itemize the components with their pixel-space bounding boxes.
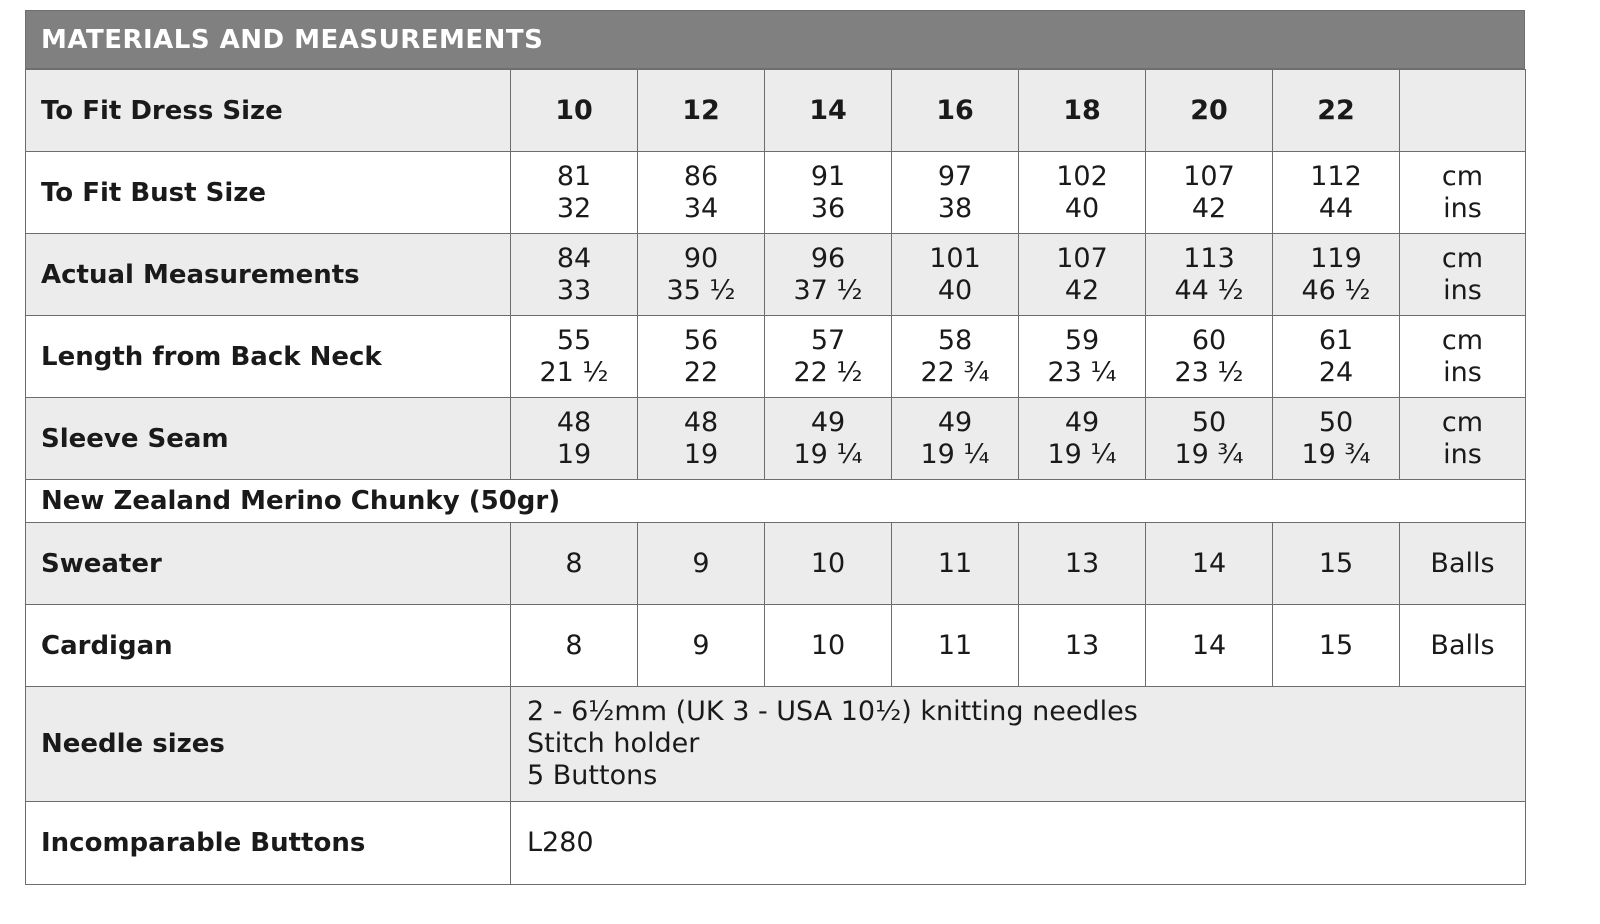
ins-value: 32 — [556, 192, 592, 224]
size-cell: 20 — [1146, 70, 1273, 152]
ins-value: 21 ½ — [539, 356, 609, 388]
ins-value: 23 ½ — [1174, 356, 1244, 388]
value-cell — [1146, 316, 1273, 398]
ins-value: 42 — [1064, 274, 1100, 306]
ins-value: 44 ½ — [1174, 274, 1244, 306]
value-cell — [1273, 152, 1400, 234]
balls-cell: 15 — [1273, 605, 1400, 687]
value-cell — [511, 152, 638, 234]
value-cell — [892, 234, 1019, 316]
sweater-row — [26, 523, 1526, 605]
balls-cell: 10 — [765, 605, 892, 687]
size-cell: 22 — [1273, 70, 1400, 152]
ins-value: 19 ¼ — [1047, 438, 1117, 470]
cm-value: 97 — [937, 160, 973, 192]
needle-details — [511, 687, 1526, 802]
value-cell — [1019, 316, 1146, 398]
value-cell — [1273, 316, 1400, 398]
balls-cell: 13 — [1019, 605, 1146, 687]
value-cell — [511, 398, 638, 480]
ins-value: 22 ¾ — [920, 356, 990, 388]
balls-cell: 14 — [1146, 605, 1273, 687]
dress-size-row — [26, 70, 1526, 152]
row-label: To Fit Dress Size — [26, 70, 511, 152]
back-neck-length-row — [26, 316, 1526, 398]
needle-line: 2 - 6½mm (UK 3 - USA 10½) knitting needles — [527, 696, 1138, 727]
cm-value: 107 — [1056, 242, 1108, 274]
value-cell — [638, 398, 765, 480]
cm-value: 49 — [810, 406, 846, 438]
cm-value: 84 — [556, 242, 592, 274]
value-cell — [1146, 152, 1273, 234]
value-cell — [1019, 234, 1146, 316]
unit-cell — [1400, 316, 1526, 398]
balls-cell: 15 — [1273, 523, 1400, 605]
unit-ins: ins — [1443, 356, 1482, 388]
ins-value: 37 ½ — [793, 274, 863, 306]
ins-value: 19 ¼ — [920, 438, 990, 470]
cm-value: 49 — [1064, 406, 1100, 438]
value-cell — [638, 234, 765, 316]
ins-value: 22 ½ — [793, 356, 863, 388]
ins-value: 38 — [937, 192, 973, 224]
ins-value: 19 ¼ — [793, 438, 863, 470]
cm-value: 86 — [683, 160, 719, 192]
value-cell — [892, 316, 1019, 398]
yarn-section-row — [26, 480, 1526, 523]
unit-cell — [1400, 234, 1526, 316]
size-cell: 18 — [1019, 70, 1146, 152]
cm-value: 81 — [556, 160, 592, 192]
balls-cell: 8 — [511, 605, 638, 687]
size-cell: 12 — [638, 70, 765, 152]
cm-value: 112 — [1310, 160, 1362, 192]
value-cell — [1146, 398, 1273, 480]
ins-value: 22 — [683, 356, 719, 388]
cm-value: 101 — [929, 242, 981, 274]
value-cell — [511, 316, 638, 398]
cm-value: 60 — [1191, 324, 1227, 356]
row-label: Incomparable Buttons — [26, 802, 511, 885]
cm-value: 119 — [1310, 242, 1362, 274]
value-cell — [511, 234, 638, 316]
ins-value: 34 — [683, 192, 719, 224]
ins-value: 33 — [556, 274, 592, 306]
balls-cell: 14 — [1146, 523, 1273, 605]
size-cell: 10 — [511, 70, 638, 152]
unit-ins: ins — [1443, 274, 1482, 306]
cm-value: 107 — [1183, 160, 1235, 192]
cm-value: 50 — [1191, 406, 1227, 438]
sleeve-seam-row — [26, 398, 1526, 480]
unit-cell: Balls — [1400, 523, 1526, 605]
unit-ins: ins — [1443, 192, 1482, 224]
ins-value: 23 ¼ — [1047, 356, 1117, 388]
value-cell — [765, 234, 892, 316]
bust-size-row — [26, 152, 1526, 234]
cm-value: 50 — [1318, 406, 1354, 438]
value-cell — [1019, 398, 1146, 480]
actual-measurements-row — [26, 234, 1526, 316]
ins-value: 42 — [1191, 192, 1227, 224]
unit-cm: cm — [1441, 242, 1484, 274]
balls-cell: 13 — [1019, 523, 1146, 605]
cm-value: 48 — [556, 406, 592, 438]
cm-value: 55 — [556, 324, 592, 356]
balls-cell: 10 — [765, 523, 892, 605]
value-cell — [765, 316, 892, 398]
ins-value: 40 — [1064, 192, 1100, 224]
value-cell — [1019, 152, 1146, 234]
row-label: Sweater — [26, 523, 511, 605]
unit-ins: ins — [1443, 438, 1482, 470]
value-cell — [1273, 398, 1400, 480]
row-label: Needle sizes — [26, 687, 511, 802]
balls-cell: 9 — [638, 523, 765, 605]
ins-value: 35 ½ — [666, 274, 736, 306]
table-title: MATERIALS AND MEASUREMENTS — [25, 10, 1525, 69]
yarn-section-heading: New Zealand Merino Chunky (50gr) — [26, 480, 1526, 523]
unit-cell: Balls — [1400, 605, 1526, 687]
balls-cell: 8 — [511, 523, 638, 605]
value-cell — [1146, 234, 1273, 316]
unit-cell — [1400, 398, 1526, 480]
cm-value: 56 — [683, 324, 719, 356]
value-cell — [765, 152, 892, 234]
balls-cell: 11 — [892, 605, 1019, 687]
unit-cm: cm — [1441, 324, 1484, 356]
needle-sizes-row — [26, 687, 1526, 802]
ins-value: 36 — [810, 192, 846, 224]
value-cell — [765, 398, 892, 480]
value-cell — [892, 398, 1019, 480]
row-label: Actual Measurements — [26, 234, 511, 316]
unit-cm: cm — [1441, 160, 1484, 192]
needle-line: 5 Buttons — [527, 760, 658, 791]
balls-cell: 9 — [638, 605, 765, 687]
value-cell — [638, 152, 765, 234]
unit-cm: cm — [1441, 406, 1484, 438]
cardigan-row — [26, 605, 1526, 687]
row-label: Cardigan — [26, 605, 511, 687]
row-label: Length from Back Neck — [26, 316, 511, 398]
cm-value: 102 — [1056, 160, 1108, 192]
value-cell — [1273, 234, 1400, 316]
row-label: To Fit Bust Size — [26, 152, 511, 234]
cm-value: 61 — [1318, 324, 1354, 356]
ins-value: 46 ½ — [1301, 274, 1371, 306]
ins-value: 19 — [556, 438, 592, 470]
cm-value: 90 — [683, 242, 719, 274]
cm-value: 48 — [683, 406, 719, 438]
ins-value: 44 — [1318, 192, 1354, 224]
cm-value: 59 — [1064, 324, 1100, 356]
cm-value: 58 — [937, 324, 973, 356]
ins-value: 19 ¾ — [1301, 438, 1371, 470]
size-cell: 14 — [765, 70, 892, 152]
ins-value: 19 ¾ — [1174, 438, 1244, 470]
balls-cell: 11 — [892, 523, 1019, 605]
cm-value: 113 — [1183, 242, 1235, 274]
unit-cell — [1400, 152, 1526, 234]
needle-line: Stitch holder — [527, 728, 700, 759]
ins-value: 24 — [1318, 356, 1354, 388]
cm-value: 57 — [810, 324, 846, 356]
ins-value: 40 — [937, 274, 973, 306]
cm-value: 96 — [810, 242, 846, 274]
unit-cell — [1400, 70, 1526, 152]
cm-value: 49 — [937, 406, 973, 438]
row-label: Sleeve Seam — [26, 398, 511, 480]
value-cell — [892, 152, 1019, 234]
buttons-row — [26, 802, 1526, 885]
value-cell — [638, 316, 765, 398]
materials-table-container — [25, 10, 1525, 885]
measurements-table — [25, 69, 1526, 885]
cm-value: 91 — [810, 160, 846, 192]
button-code: L280 — [511, 802, 1526, 885]
ins-value: 19 — [683, 438, 719, 470]
size-cell: 16 — [892, 70, 1019, 152]
